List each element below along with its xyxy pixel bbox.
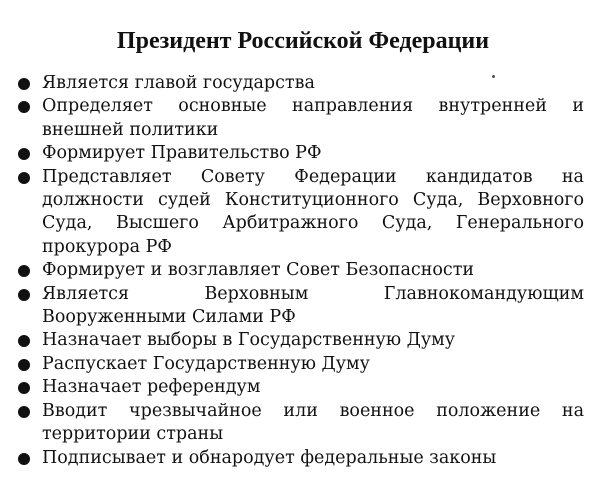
list-item [12, 376, 584, 399]
list-item-text: Назначает референдум [42, 377, 261, 398]
list-item [12, 447, 584, 470]
list-item-text: Представляет Совету Федерации кандидатов на должности судей Конституционного Суда, Верховного Суда, Высшего Арбитражного Суда, Генерального прокурора РФ [42, 166, 584, 257]
bullet-icon [18, 453, 30, 465]
list-item [12, 283, 584, 330]
list-item-text: Назначает выборы в Государственную Думу [42, 330, 456, 351]
list-item [12, 259, 584, 282]
list-item-text: Определяет основные направления внутренней и внешней политики [42, 96, 584, 140]
list-item-text: Является Верховным Главнокомандующим Вооруженными Силами РФ [42, 283, 584, 328]
bullet-icon [18, 78, 30, 90]
list-item [12, 95, 584, 142]
list-item-text: Подписывает и обнародует федеральные законы [42, 447, 497, 468]
bullet-icon [18, 289, 30, 301]
bullet-icon [18, 382, 30, 394]
bullet-icon [18, 406, 30, 418]
list-item [12, 72, 584, 95]
list-item [12, 142, 584, 165]
bullet-icon [18, 172, 30, 184]
list-item-text: Формирует Правительство РФ [42, 143, 322, 164]
powers-list [12, 72, 584, 470]
bullet-icon [18, 148, 30, 160]
list-item [12, 353, 584, 376]
list-item [12, 166, 584, 260]
list-item-text: Является главой государства [42, 73, 315, 93]
list-item [12, 329, 584, 352]
list-item-text: Распускает Государственную Думу [42, 353, 370, 374]
scan-speck [492, 75, 495, 78]
page-title: Президент Российской Федерации [116, 28, 490, 54]
bullet-icon [18, 359, 30, 371]
list-item [12, 400, 584, 447]
bullet-icon [18, 101, 30, 113]
bullet-icon [18, 335, 30, 347]
list-item-text: Вводит чрезвычайное или военное положение на территории страны [42, 400, 584, 445]
bullet-icon [18, 265, 30, 277]
list-item-text: Формирует и возглавляет Совет Безопасности [42, 260, 475, 281]
